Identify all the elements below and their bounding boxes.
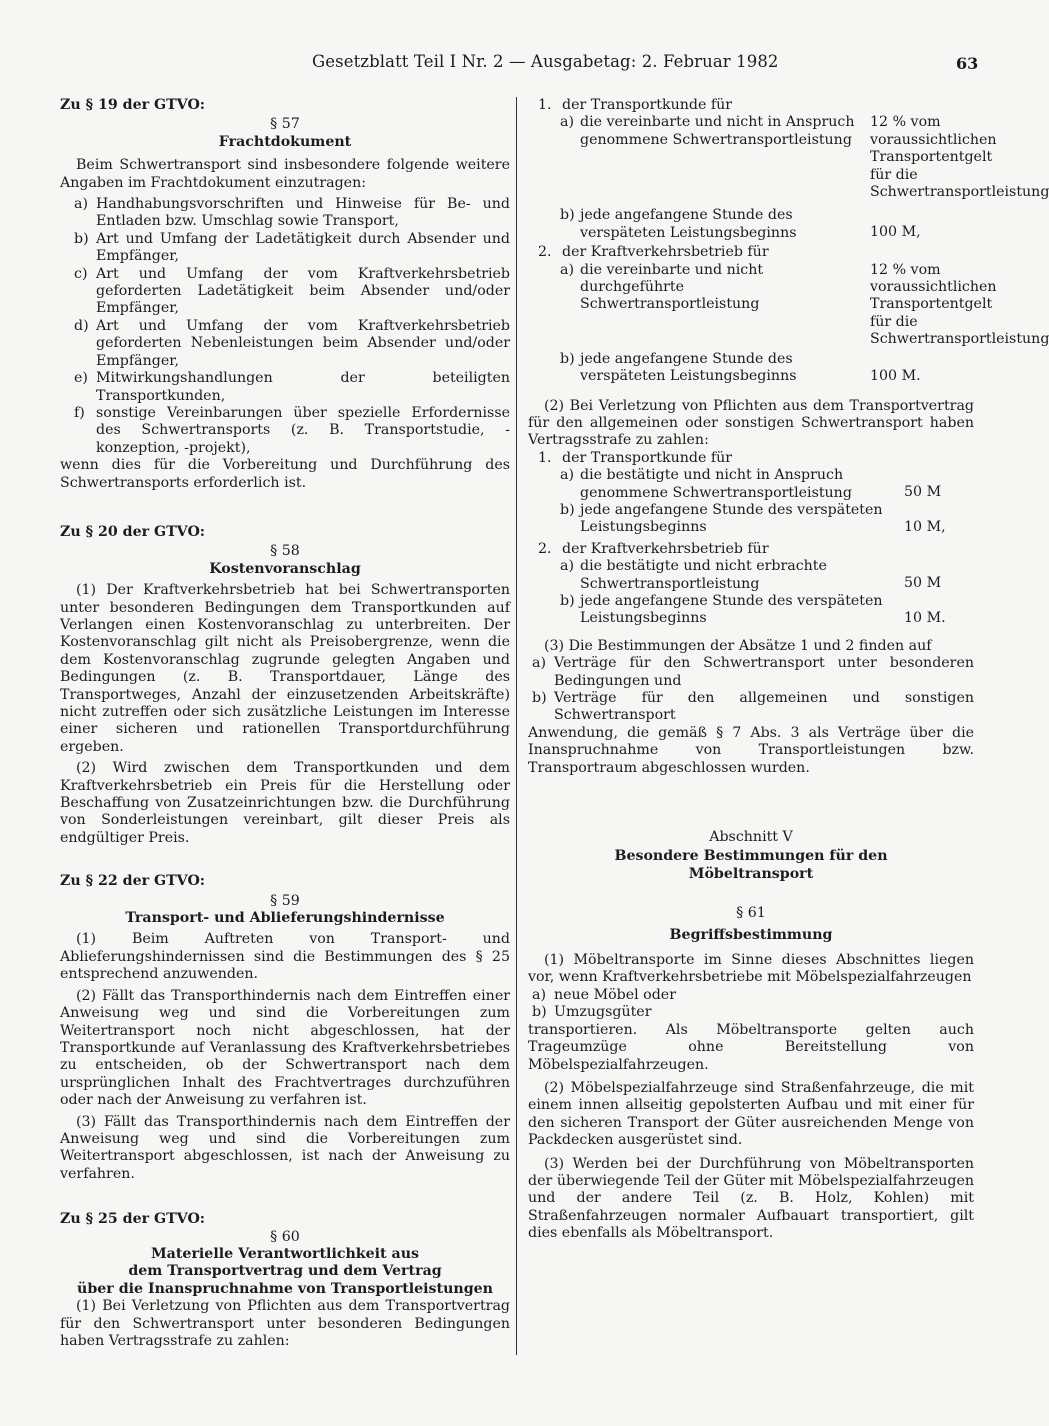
paragraph: (2) Wird zwischen dem Transportkunden und dem Kraftverkehrsbetrieb ein Preis für die Herstellung oder Beschaffung von Zusatzeinrichtungen bzw. die Durchführung von Sonderleistungen vereinbart, gilt dieser Preis als endgültiger Preis. bbox=[60, 760, 510, 846]
numbered-item: 2. der Kraftverkehrsbetrieb für bbox=[538, 244, 769, 261]
paragraph: (3) Werden bei der Durchführung von Möbeltransporten der überwiegende Teil der Güter mit Möbelspezialfahrzeugen und der andere Teil (z. B. Holz, Kohlen) mit Straßenfahrzeugen normaler Aufbauart transportiert, gilt dies ebenfalls als Möbeltransport. bbox=[528, 1155, 974, 1242]
list-item: f) sonstige Vereinbarungen über spezielle Erfordernisse des Schwertransports (z. B. Transportstudie, -konzeption, -projekt), bbox=[74, 404, 510, 456]
paragraph: Anwendung, die gemäß § 7 Abs. 3 als Verträge über die Inanspruchnahme von Transportleistungen bzw. Transportraum abgeschlossen wurden. bbox=[528, 724, 974, 776]
reference-heading: Zu § 20 der GTVO: bbox=[60, 523, 206, 540]
list-item: a) neue Möbel oder bbox=[532, 986, 676, 1003]
penalty-row: a) die bestätigte und nicht in Anspruch genommene Schwertransportleistung 50 M bbox=[528, 467, 974, 502]
reference-heading: Zu § 19 der GTVO: bbox=[60, 97, 206, 113]
penalty-amount: 12 % vom voraussichtlichen Transportentgelt für die Schwertransportleistung bbox=[870, 261, 1049, 348]
section-number: § 58 bbox=[270, 543, 300, 560]
paragraph: transportieren. Als Möbeltransporte gelten auch Trageumzüge ohne Bereitstellung von Möbelspezialfahrzeugen. bbox=[528, 1021, 974, 1073]
paragraph: (1) Beim Auftreten von Transport- und Ablieferungshindernissen sind die Bestimmungen des § 25 entsprechend anzuwenden. bbox=[60, 931, 510, 983]
part-heading: Abschnitt V bbox=[709, 829, 793, 846]
penalty-amount: 10 M. bbox=[904, 609, 946, 626]
list-item: b) Verträge für den allgemeinen und sonstigen Schwertransport bbox=[532, 690, 974, 724]
section-title: Begriffsbestimmung bbox=[669, 926, 833, 943]
penalty-amount: 10 M, bbox=[904, 518, 946, 535]
penalty-amount: 50 M bbox=[904, 484, 942, 501]
section-number: § 57 bbox=[270, 116, 300, 133]
list-item: a) Handhabungsvorschriften und Hinweise für Be- und Entladen bzw. Umschlag sowie Transport, bbox=[74, 196, 510, 230]
part-title: Möbeltransport bbox=[688, 865, 814, 882]
list-item: d) Art und Umfang der vom Kraftverkehrsbetrieb geforderten Nebenleistungen beim Absender und/oder Empfänger, bbox=[74, 317, 510, 369]
section-title: Frachtdokument bbox=[218, 133, 352, 150]
reference-heading: Zu § 22 der GTVO: bbox=[60, 873, 206, 890]
list-item: c) Art und Umfang der vom Kraftverkehrsbetrieb geforderten Ladetätigkeit beim Absender und/oder Empfänger, bbox=[74, 265, 510, 317]
numbered-item: 1. der Transportkunde für bbox=[538, 449, 733, 466]
reference-heading: Zu § 25 der GTVO: bbox=[60, 1211, 206, 1228]
list-item: b) Art und Umfang der Ladetätigkeit durch Absender und Empfänger, bbox=[74, 230, 510, 265]
penalty-row: a) die vereinbarte und nicht durchgeführte Schwertransportleistung 12 % vom voraussichtlichen Transportentgelt für die Schwertransportleistung bbox=[560, 261, 1049, 348]
list-item: b) Umzugsgüter bbox=[532, 1004, 652, 1021]
penalty-amount: 50 M bbox=[904, 575, 942, 592]
section-number: § 60 bbox=[270, 1228, 300, 1245]
penalty-row: b) jede angefangene Stunde des verspäteten Leistungsbeginns 10 M. bbox=[528, 593, 974, 628]
penalty-row: b) jede angefangene Stunde des verspäteten Leistungsbeginns 100 M. bbox=[528, 351, 974, 386]
paragraph: (3) Die Bestimmungen der Absätze 1 und 2 finden auf bbox=[544, 637, 932, 654]
list-item: e) Mitwirkungshandlungen der beteiligten Transportkunden, bbox=[74, 370, 510, 404]
part-title: Besondere Bestimmungen für den bbox=[614, 848, 888, 865]
paragraph: (2) Fällt das Transporthindernis nach dem Eintreffen einer Anweisung weg und sind die Vorbereitungen zum Weitertransport noch nicht abgeschlossen, hat der Transportkunde auf Veranlassung des Kraftverkehrsbetriebes zu entscheiden, ob der Schwertransport nach dem ursprünglichen Inhalt des Frachtvertrages durchzuführen oder nach der Anweisung zu verfahren ist. bbox=[60, 987, 510, 1109]
paragraph: wenn dies für die Vorbereitung und Durchführung des Schwertransports erforderlich ist. bbox=[60, 457, 510, 491]
paragraph: (1) Bei Verletzung von Pflichten aus dem Transportvertrag für den Schwertransport unter besonderen Bedingungen haben Vertragsstrafe zu zahlen: bbox=[60, 1298, 510, 1349]
page-number: 63 bbox=[956, 54, 979, 73]
paragraph: (2) Möbelspezialfahrzeuge sind Straßenfahrzeuge, die mit einem innen allseitig gepolsterten Aufbau und mit einer für den sicheren Transport der Güter ausreichenden Menge von Packdecken ausgerüstet sind. bbox=[528, 1079, 974, 1149]
section-number: § 59 bbox=[270, 892, 300, 909]
paragraph: (1) Der Kraftverkehrsbetrieb hat bei Schwertransporten unter besonderen Bedingungen dem Transportkunden auf Verlangen einen Kostenvoranschlag zu unterbreiten. Der Kostenvoranschlag gilt nicht als Preisobergrenze, wenn die dem Kostenvoranschlag zugrunde gelegten Angaben und Bedingungen (z. B. Transportdauer, Länge des Transportweges, Anzahl der einzusetzenden Arbeitskräfte) nicht zutreffen oder sich zusätzliche Leistungen im Interesse einer sicheren und rationellen Transportdurchführung ergeben. bbox=[60, 582, 510, 755]
left-column bbox=[60, 97, 510, 1350]
penalty-amount: 12 % vom voraussichtlichen Transportentgelt für die Schwertransportleistung bbox=[870, 114, 1049, 201]
right-column bbox=[528, 97, 1049, 1243]
numbered-item: 2. der Kraftverkehrsbetrieb für bbox=[538, 540, 769, 557]
penalty-row: a) die bestätigte und nicht erbrachte Schwertransportleistung 50 M bbox=[528, 558, 974, 593]
paragraph: (3) Fällt das Transporthindernis nach dem Eintreffen der Anweisung weg und sind die Vorbereitungen zum Weitertransport abgeschlossen, ist nach der Anweisung zu verfahren. bbox=[60, 1113, 510, 1182]
paragraph: Beim Schwertransport sind insbesondere folgende weitere Angaben im Frachtdokument einzutragen: bbox=[60, 157, 510, 191]
penalty-amount: 100 M, bbox=[870, 224, 921, 241]
penalty-row: b) jede angefangene Stunde des verspäteten Leistungsbeginns 100 M, bbox=[528, 207, 974, 242]
page-header bbox=[0, 52, 1024, 82]
paragraph: (2) Bei Verletzung von Pflichten aus dem Transportvertrag für den allgemeinen oder sonstigen Schwertransport haben Vertragsstrafe zu zahlen: bbox=[528, 397, 974, 449]
section-title: Transport- und Ablieferungshindernisse bbox=[125, 910, 445, 927]
section-title: Materielle Verantwortlichkeit aus bbox=[150, 1245, 420, 1262]
penalty-amount: 100 M. bbox=[870, 367, 921, 384]
section-number: § 61 bbox=[736, 905, 766, 922]
section-title: über die Inanspruchnahme von Transportleistungen bbox=[77, 1280, 493, 1297]
header-title: Gesetzblatt Teil I Nr. 2 — Ausgabetag: 2. Februar 1982 bbox=[312, 52, 779, 71]
section-title: dem Transportvertrag und dem Vertrag bbox=[128, 1263, 442, 1280]
numbered-item: 1. der Transportkunde für bbox=[538, 97, 733, 113]
list-item: a) Verträge für den Schwertransport unter besonderen Bedingungen und bbox=[532, 655, 974, 689]
penalty-row: a) die vereinbarte und nicht in Anspruch genommene Schwertransportleistung 12 % vom voraussichtlichen Transportentgelt für die Schwertransportleistung bbox=[560, 114, 1049, 201]
paragraph: (1) Möbeltransporte im Sinne dieses Abschnittes liegen vor, wenn Kraftverkehrsbetriebe mit Möbelspezialfahrzeugen bbox=[528, 952, 974, 986]
column-divider bbox=[516, 97, 517, 1355]
section-title: Kostenvoranschlag bbox=[209, 560, 361, 577]
penalty-row: b) jede angefangene Stunde des verspäteten Leistungsbeginns 10 M, bbox=[528, 502, 974, 537]
